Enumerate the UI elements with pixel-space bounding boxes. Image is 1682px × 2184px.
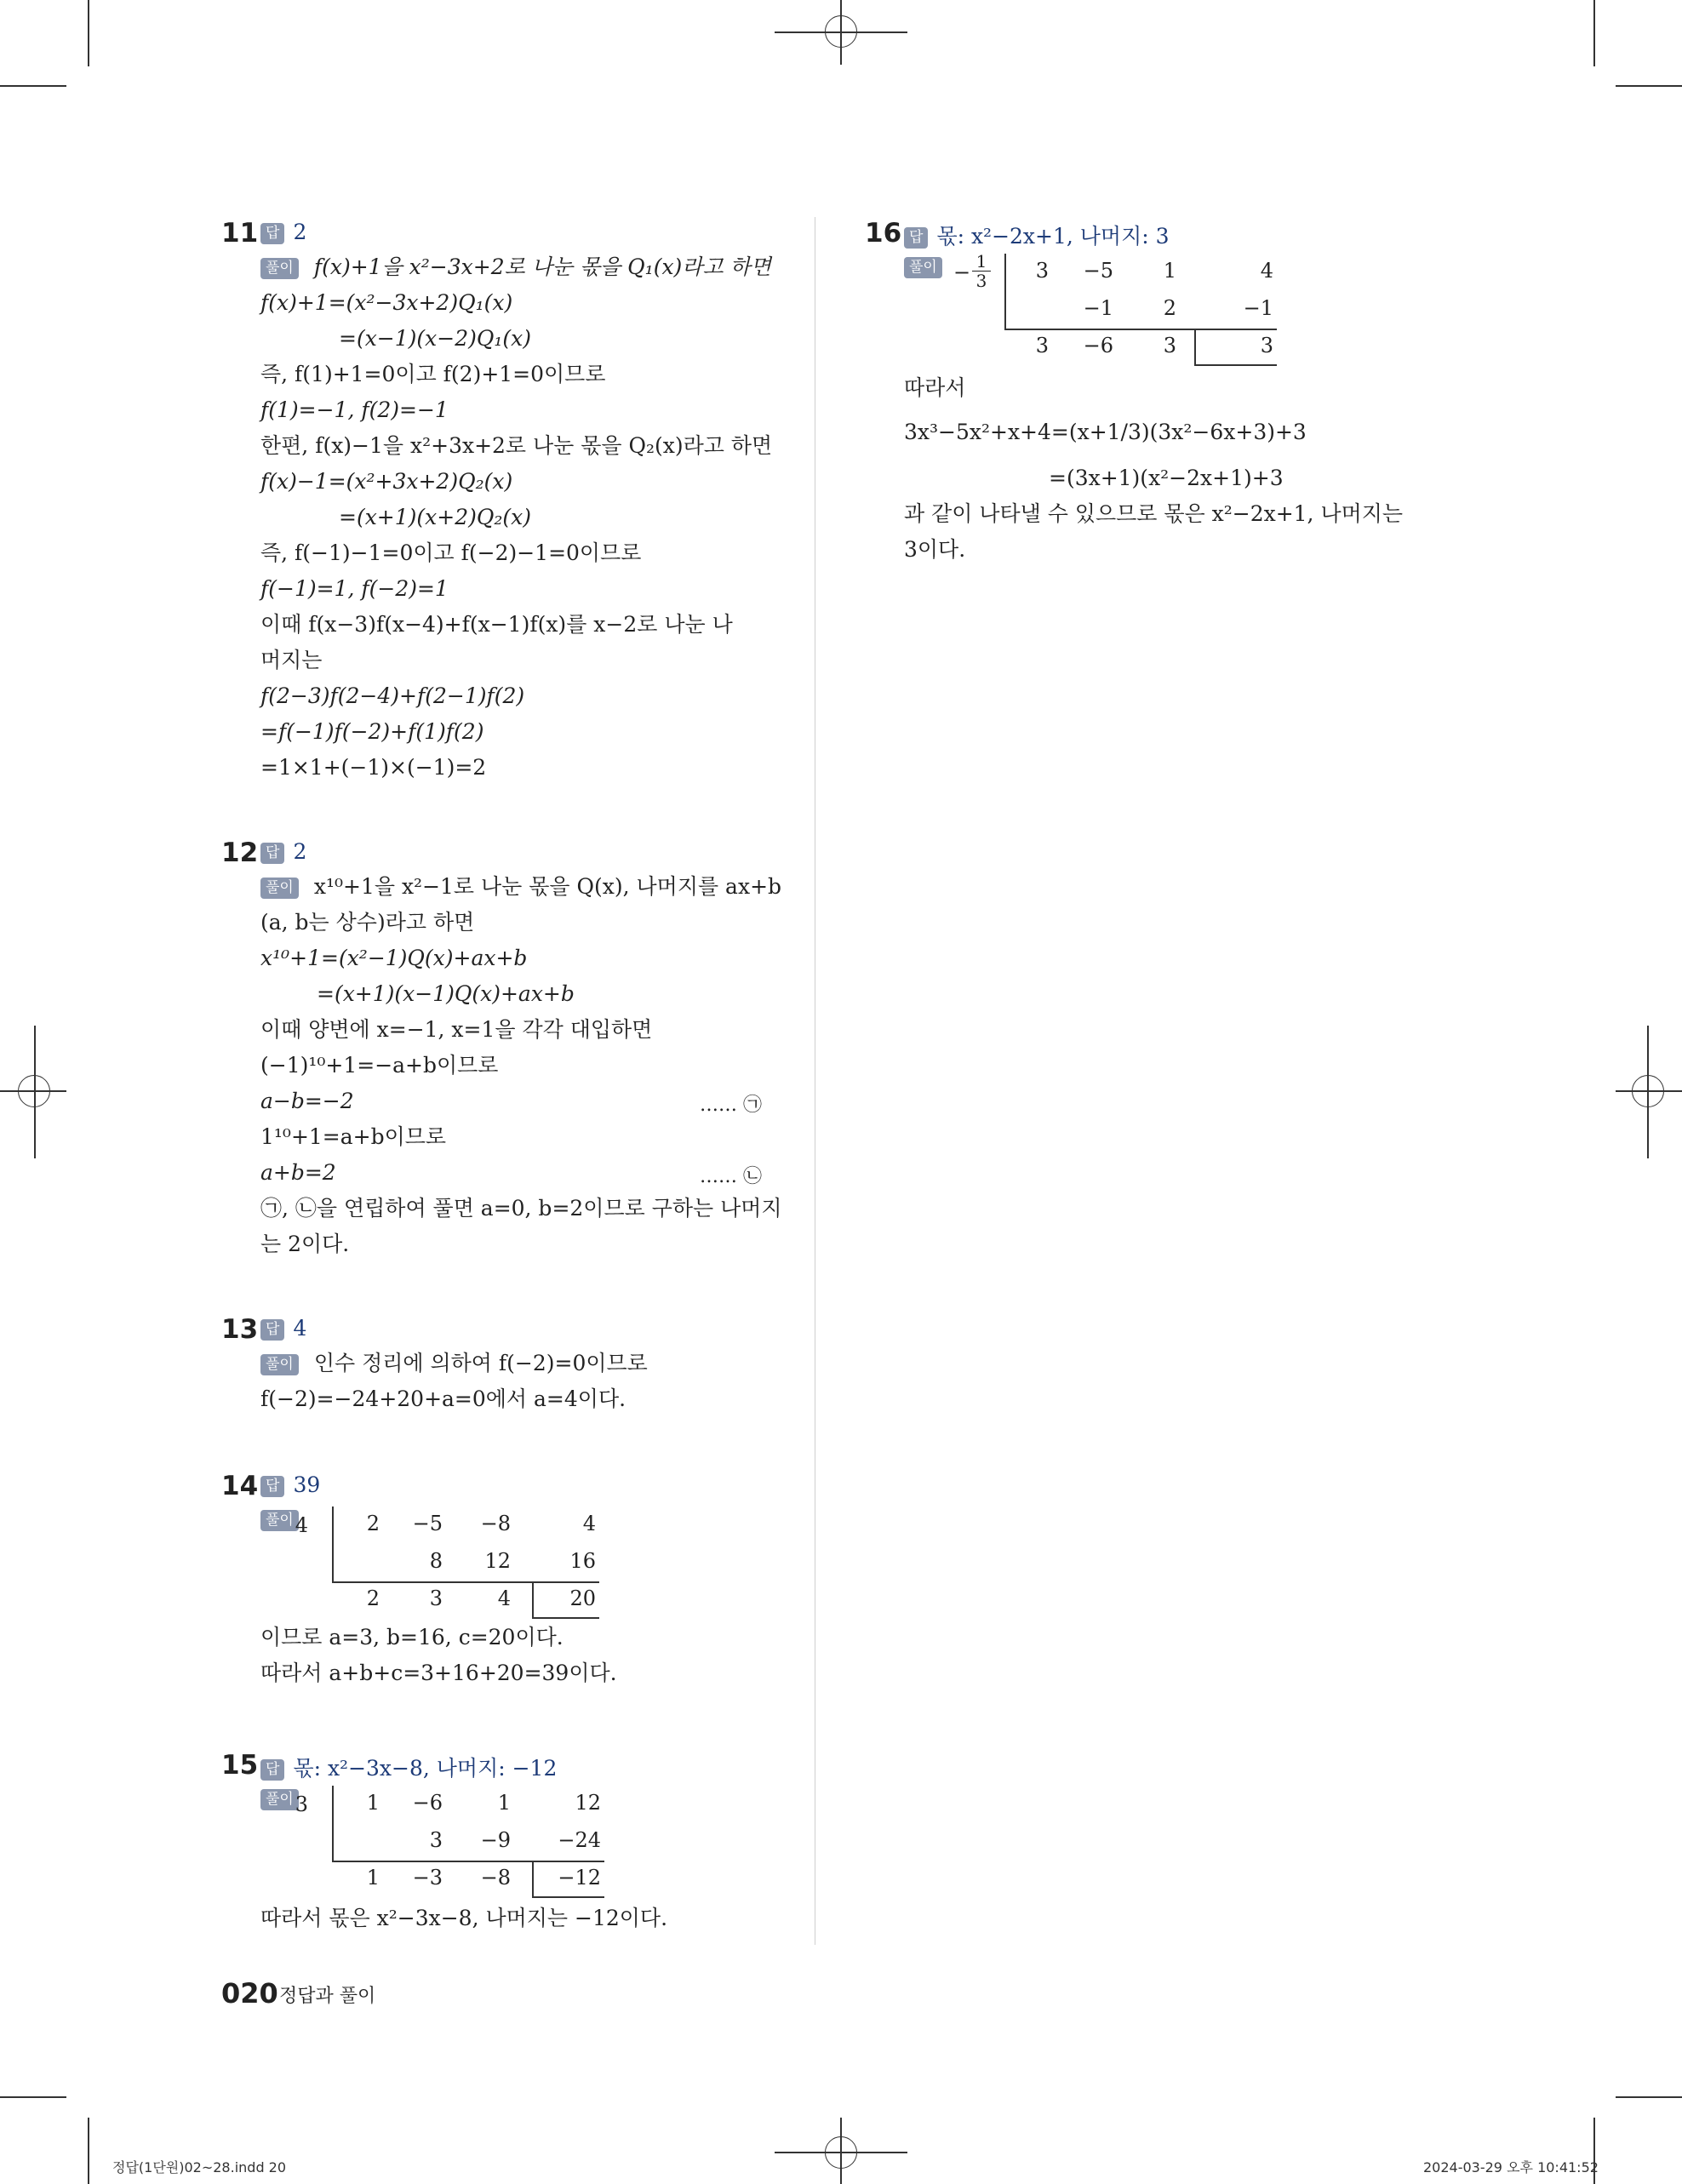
crop-mark — [1616, 85, 1682, 87]
problem-13 — [221, 1314, 766, 1416]
remainder-box — [532, 1896, 604, 1898]
division-cell: 1 — [1163, 259, 1176, 283]
solution-line: 3x³−5x²+x+4=(x+1/3)(3x²−6x+3)+3 — [904, 420, 1307, 444]
problem-15 — [221, 1750, 766, 1937]
solution-line: 즉, f(1)+1=0이고 f(2)+1=0이므로 — [260, 362, 606, 386]
solution-line: 1¹⁰+1=a+b이므로 — [260, 1124, 447, 1149]
division-cell: −6 — [412, 1791, 443, 1815]
answer-row — [260, 220, 306, 244]
solution-line: =f(−1)f(−2)+f(1)f(2) — [260, 719, 484, 744]
division-cell: 3 — [1035, 334, 1049, 357]
division-cell: 16 — [569, 1549, 596, 1573]
problem-number: 12 — [221, 838, 259, 868]
division-cell: 12 — [484, 1549, 511, 1573]
fraction-denominator: 3 — [975, 271, 987, 291]
answer-value: 4 — [293, 1316, 307, 1341]
answer-value: 39 — [293, 1472, 321, 1497]
answer-badge: 답 — [260, 1319, 284, 1341]
answer-value: 몫: x²−3x−8, 나머지: −12 — [293, 1756, 558, 1781]
problem-11 — [221, 218, 773, 780]
division-cell: 1 — [497, 1791, 511, 1815]
solution-line: f(x)−1=(x²+3x+2)Q₂(x) — [260, 469, 513, 494]
solution-line: 풀이 f(x)+1을 x²−3x+2로 나눈 몫을 Q₁(x)라고 하면 — [260, 250, 771, 284]
problem-number: 13 — [221, 1314, 259, 1345]
remainder-box — [532, 1581, 534, 1617]
division-cell: 1 — [366, 1866, 380, 1890]
registration-mark-icon — [0, 1090, 66, 1092]
solution-badge: 풀이 — [260, 1510, 299, 1531]
divisor-sign: − — [953, 260, 971, 284]
division-line — [332, 1861, 604, 1862]
division-cell: 3 — [1260, 334, 1273, 357]
solution-line: 이때 f(x−3)f(x−4)+f(x−1)f(x)를 x−2로 나눈 나 — [260, 612, 733, 637]
answer-row — [904, 220, 1170, 250]
remainder-box — [1194, 329, 1196, 364]
division-line — [332, 1581, 599, 1583]
solution-line: =(3x+1)(x²−2x+1)+3 — [1049, 466, 1284, 490]
solution-line: (a, b는 상수)라고 하면 — [260, 910, 475, 935]
solution-line: 풀이 x¹⁰+1을 x²−1로 나눈 몫을 Q(x), 나머지를 ax+b — [260, 870, 781, 904]
problem-number: 11 — [221, 218, 259, 249]
division-cell: 1 — [366, 1791, 380, 1815]
synthetic-division-divisor: 4 — [295, 1513, 308, 1537]
crop-mark — [0, 2096, 66, 2098]
registration-mark-icon — [1647, 1026, 1649, 1158]
division-cell: −1 — [1243, 296, 1273, 320]
print-slug-timestamp: 2024-03-29 오후 10:41:52 — [1423, 2159, 1599, 2175]
crop-mark — [1593, 0, 1595, 66]
solution-line: f(−2)=−24+20+a=0에서 a=4이다. — [260, 1386, 626, 1411]
solution-line: f(x)+1=(x²−3x+2)Q₁(x) — [260, 290, 513, 315]
solution-line: 3이다. — [904, 537, 966, 562]
division-cell: −12 — [558, 1866, 601, 1890]
equation-tag: …… ㉡ — [700, 1166, 762, 1187]
answer-row — [260, 839, 306, 864]
solution-line: a+b=2 — [260, 1160, 336, 1185]
answer-value: 몫: x²−2x+1, 나머지: 3 — [936, 224, 1170, 249]
solution-line: =1×1+(−1)×(−1)=2 — [260, 755, 487, 780]
remainder-box — [532, 1861, 534, 1896]
problem-16 — [865, 218, 1427, 575]
solution-line: 는 2이다. — [260, 1232, 350, 1256]
registration-mark-icon — [840, 0, 842, 65]
division-cell: 2 — [366, 1587, 380, 1610]
division-cell: 20 — [569, 1587, 596, 1610]
solution-line: f(1)=−1, f(2)=−1 — [260, 397, 449, 422]
synthetic-division-divisor: 3 — [295, 1792, 308, 1816]
division-cell: −24 — [558, 1828, 601, 1852]
crop-mark — [0, 85, 66, 87]
problem-number: 14 — [221, 1471, 259, 1501]
solution-badge: 풀이 — [260, 1789, 299, 1810]
page-number: 020 — [221, 1977, 278, 2010]
crop-mark — [1616, 2096, 1682, 2098]
solution-line: (−1)¹⁰+1=−a+b이므로 — [260, 1053, 499, 1078]
solution-line: 과 같이 나타낼 수 있으므로 몫은 x²−2x+1, 나머지는 — [904, 501, 1404, 526]
division-cell: −5 — [412, 1512, 443, 1535]
division-cell: 2 — [366, 1512, 380, 1535]
division-cell: −3 — [412, 1866, 443, 1890]
division-cell: 4 — [497, 1587, 511, 1610]
answer-row — [260, 1752, 557, 1782]
division-cell: 2 — [1163, 296, 1176, 320]
solution-line: f(2−3)f(2−4)+f(2−1)f(2) — [260, 683, 525, 708]
division-cell: −8 — [480, 1512, 511, 1535]
solution-line: 이므로 a=3, b=16, c=20이다. — [260, 1625, 564, 1649]
division-cell: −5 — [1083, 259, 1113, 283]
problem-number: 16 — [865, 218, 902, 249]
divisor-fraction — [972, 252, 991, 290]
division-cell: −9 — [480, 1828, 511, 1852]
division-cell: −8 — [480, 1866, 511, 1890]
problem-12 — [221, 838, 782, 1263]
division-cell: 3 — [429, 1587, 443, 1610]
solution-line: ㉠, ㉡을 연립하여 풀면 a=0, b=2이므로 구하는 나머지 — [260, 1196, 782, 1221]
solution-line: 한편, f(x)−1을 x²+3x+2로 나눈 몫을 Q₂(x)라고 하면 — [260, 433, 773, 458]
answer-row — [260, 1316, 306, 1341]
solution-line: =(x−1)(x−2)Q₁(x) — [339, 326, 531, 351]
answer-value: 2 — [293, 839, 307, 864]
division-cell: 12 — [575, 1791, 601, 1815]
solution-line: a−b=−2 — [260, 1089, 354, 1113]
answer-value: 2 — [293, 220, 307, 244]
division-line — [1004, 329, 1277, 330]
solution-line: 따라서 — [904, 375, 966, 400]
answer-badge: 답 — [260, 843, 284, 864]
division-cell: −1 — [1083, 296, 1113, 320]
answer-badge: 답 — [260, 1476, 284, 1497]
registration-mark-icon — [840, 2118, 842, 2184]
solution-line: =(x+1)(x−1)Q(x)+ax+b — [317, 981, 575, 1006]
equation-tag: …… ㉠ — [700, 1095, 762, 1116]
answer-row — [260, 1472, 320, 1497]
division-cell: 4 — [1260, 259, 1273, 283]
division-cell: 4 — [582, 1512, 596, 1535]
registration-mark-icon — [34, 1026, 36, 1158]
solution-line: 따라서 a+b+c=3+16+20=39이다. — [260, 1661, 617, 1685]
problem-14 — [221, 1471, 766, 1692]
division-cell: 3 — [1035, 259, 1049, 283]
print-slug-file: 정답(1단원)02~28.indd 20 — [112, 2159, 287, 2175]
division-cell: 3 — [1163, 334, 1176, 357]
solution-badge: 풀이 — [260, 258, 299, 279]
division-cell: 3 — [429, 1828, 443, 1852]
remainder-box — [532, 1617, 599, 1619]
solution-line: 따라서 몫은 x²−3x−8, 나머지는 −12이다. — [260, 1906, 668, 1930]
problem-number: 15 — [221, 1750, 259, 1781]
solution-line: 머지는 — [260, 648, 323, 672]
solution-line: 즉, f(−1)−1=0이고 f(−2)−1=0이므로 — [260, 540, 642, 565]
solution-line: 이때 양변에 x=−1, x=1을 각각 대입하면 — [260, 1017, 653, 1042]
solution-line: x¹⁰+1=(x²−1)Q(x)+ax+b — [260, 946, 528, 970]
solution-line: 풀이 인수 정리에 의하여 f(−2)=0이므로 — [260, 1346, 648, 1381]
page-footer-label: 정답과 풀이 — [279, 1986, 376, 2007]
fraction-numerator: 1 — [972, 252, 991, 272]
answer-badge: 답 — [260, 223, 284, 244]
registration-mark-icon — [1616, 1090, 1682, 1092]
solution-badge: 풀이 — [904, 257, 942, 278]
solution-badge: 풀이 — [260, 878, 299, 899]
remainder-box — [1194, 364, 1277, 366]
division-cell: −6 — [1083, 334, 1113, 357]
answer-badge: 답 — [260, 1759, 284, 1781]
solution-badge: 풀이 — [260, 1354, 299, 1375]
answer-badge: 답 — [904, 227, 928, 249]
crop-mark — [88, 0, 89, 66]
solution-line: =(x+1)(x+2)Q₂(x) — [339, 505, 531, 529]
solution-line: f(−1)=1, f(−2)=1 — [260, 576, 449, 601]
crop-mark — [88, 2118, 89, 2184]
division-cell: 8 — [429, 1549, 443, 1573]
